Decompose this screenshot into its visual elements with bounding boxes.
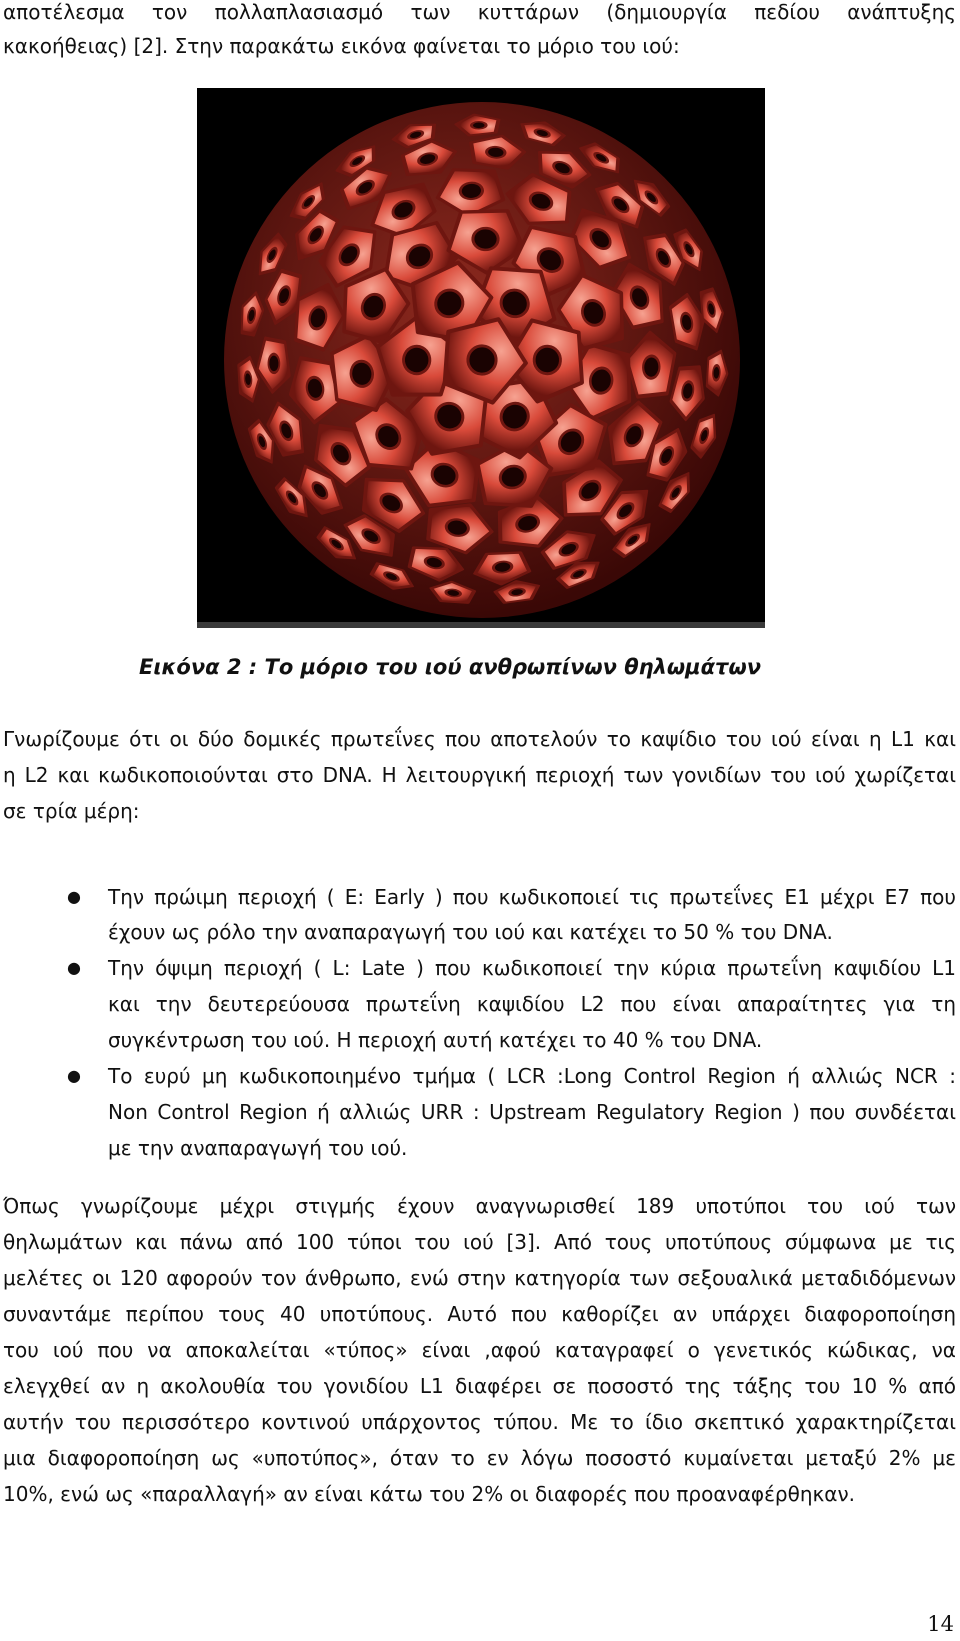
intro-line-1: αποτέλεσμα τον πολλαπλασιασμό των κυττάρων (δημιουργία πεδίου ανάπτυξης xyxy=(3,0,956,24)
para2-line-3: μελέτες οι 120 αφορούν τον άνθρωπο, ενώ στην κατηγορία των σεξουαλικά μεταδιδόμενων xyxy=(3,1266,956,1290)
bullet-2-marker: ● xyxy=(67,958,81,977)
para1-line-1: Γνωρίζουμε ότι οι δύο δομικές πρωτεΐνες που αποτελούν το καψίδιο του ιού είναι η L1 και xyxy=(3,727,956,751)
para2-line-9: 10%, ενώ ως «παραλλαγή» αν είναι κάτω του 2% οι διαφορές που προαναφέρθηκαν. xyxy=(3,1482,855,1506)
bullet-3-line-3: με την αναπαραγωγή του ιού. xyxy=(108,1136,408,1160)
page-number: 14 xyxy=(927,1612,954,1636)
para1-line-2: η L2 και κωδικοποιούνται στο DNA. Η λειτουργική περιοχή των γονιδίων του ιού χωρίζεται xyxy=(3,763,956,787)
bullet-3-marker: ● xyxy=(67,1066,81,1085)
bullet-1-line-1: Την πρώιμη περιοχή ( E: Early ) που κωδικοποιεί τις πρωτεΐνες Ε1 μέχρι Ε7 που xyxy=(108,885,956,909)
virus-capsid-illustration xyxy=(197,88,765,628)
para1-line-3: σε τρία μέρη: xyxy=(3,799,140,823)
para2-line-8: μια διαφοροποίηση ως «υποτύπος», όταν το εν λόγω ποσοστό κυμαίνεται μεταξύ 2% με xyxy=(3,1446,956,1470)
para2-line-2: θηλωμάτων και πάνω από 100 τύποι του ιού [3]. Από τους υποτύπους σύμφωνα με τις xyxy=(3,1230,956,1254)
para2-line-1: Όπως γνωρίζουμε μέχρι στιγμής έχουν αναγνωρισθεί 189 υποτύποι του ιού των xyxy=(3,1194,956,1218)
para2-line-5: του ιού που να αποκαλείται «τύπος» είναι ,αφού καταγραφεί ο γενετικός κώδικας, να xyxy=(3,1338,956,1362)
bullet-2-line-3: συγκέντρωση του ιού. Η περιοχή αυτή κατέχει το 40 % του DNA. xyxy=(108,1028,763,1052)
bullet-2-line-1: Την όψιμη περιοχή ( L: Late ) που κωδικοποιεί την κύρια πρωτεΐνη καψιδίου L1 xyxy=(108,956,956,980)
bullet-1-line-2: έχουν ως ρόλο την αναπαραγωγή του ιού και κατέχει το 50 % του DNA. xyxy=(108,920,833,944)
bullet-3-line-1: Το ευρύ μη κωδικοποιημένο τμήμα ( LCR :Long Control Region ή αλλιώς NCR : xyxy=(108,1064,956,1088)
para2-line-7: αυτήν του περισσότερο κοντινού υπάρχοντος τύπου. Με το ίδιο σκεπτικό χαρακτηρίζεται xyxy=(3,1410,956,1434)
para2-line-4: συναντάμε περίπου τους 40 υποτύπους. Αυτό που καθορίζει αν υπάρχει διαφοροποίηση xyxy=(3,1302,956,1326)
virus-particle-image xyxy=(197,88,765,628)
bullet-2-line-2: και την δευτερεύουσα πρωτεΐνη καψιδίου L2 που είναι απαραίτητες για τη xyxy=(108,992,956,1016)
bullet-1-marker: ● xyxy=(67,887,81,906)
para2-line-6: ελεγχθεί αν η ακολουθία του γονιδίου L1 διαφέρει σε ποσοστό της τάξης του 10 % από xyxy=(3,1374,956,1398)
figure-caption: Εικόνα 2 : Το μόριο του ιού ανθρωπίνων θηλωμάτων xyxy=(138,655,762,679)
intro-line-2: κακοήθειας) [2]. Στην παρακάτω εικόνα φαίνεται το μόριο του ιού: xyxy=(3,34,680,58)
bullet-3-line-2: Non Control Region ή αλλιώς URR : Upstream Regulatory Region ) που συνδέεται xyxy=(108,1100,956,1124)
